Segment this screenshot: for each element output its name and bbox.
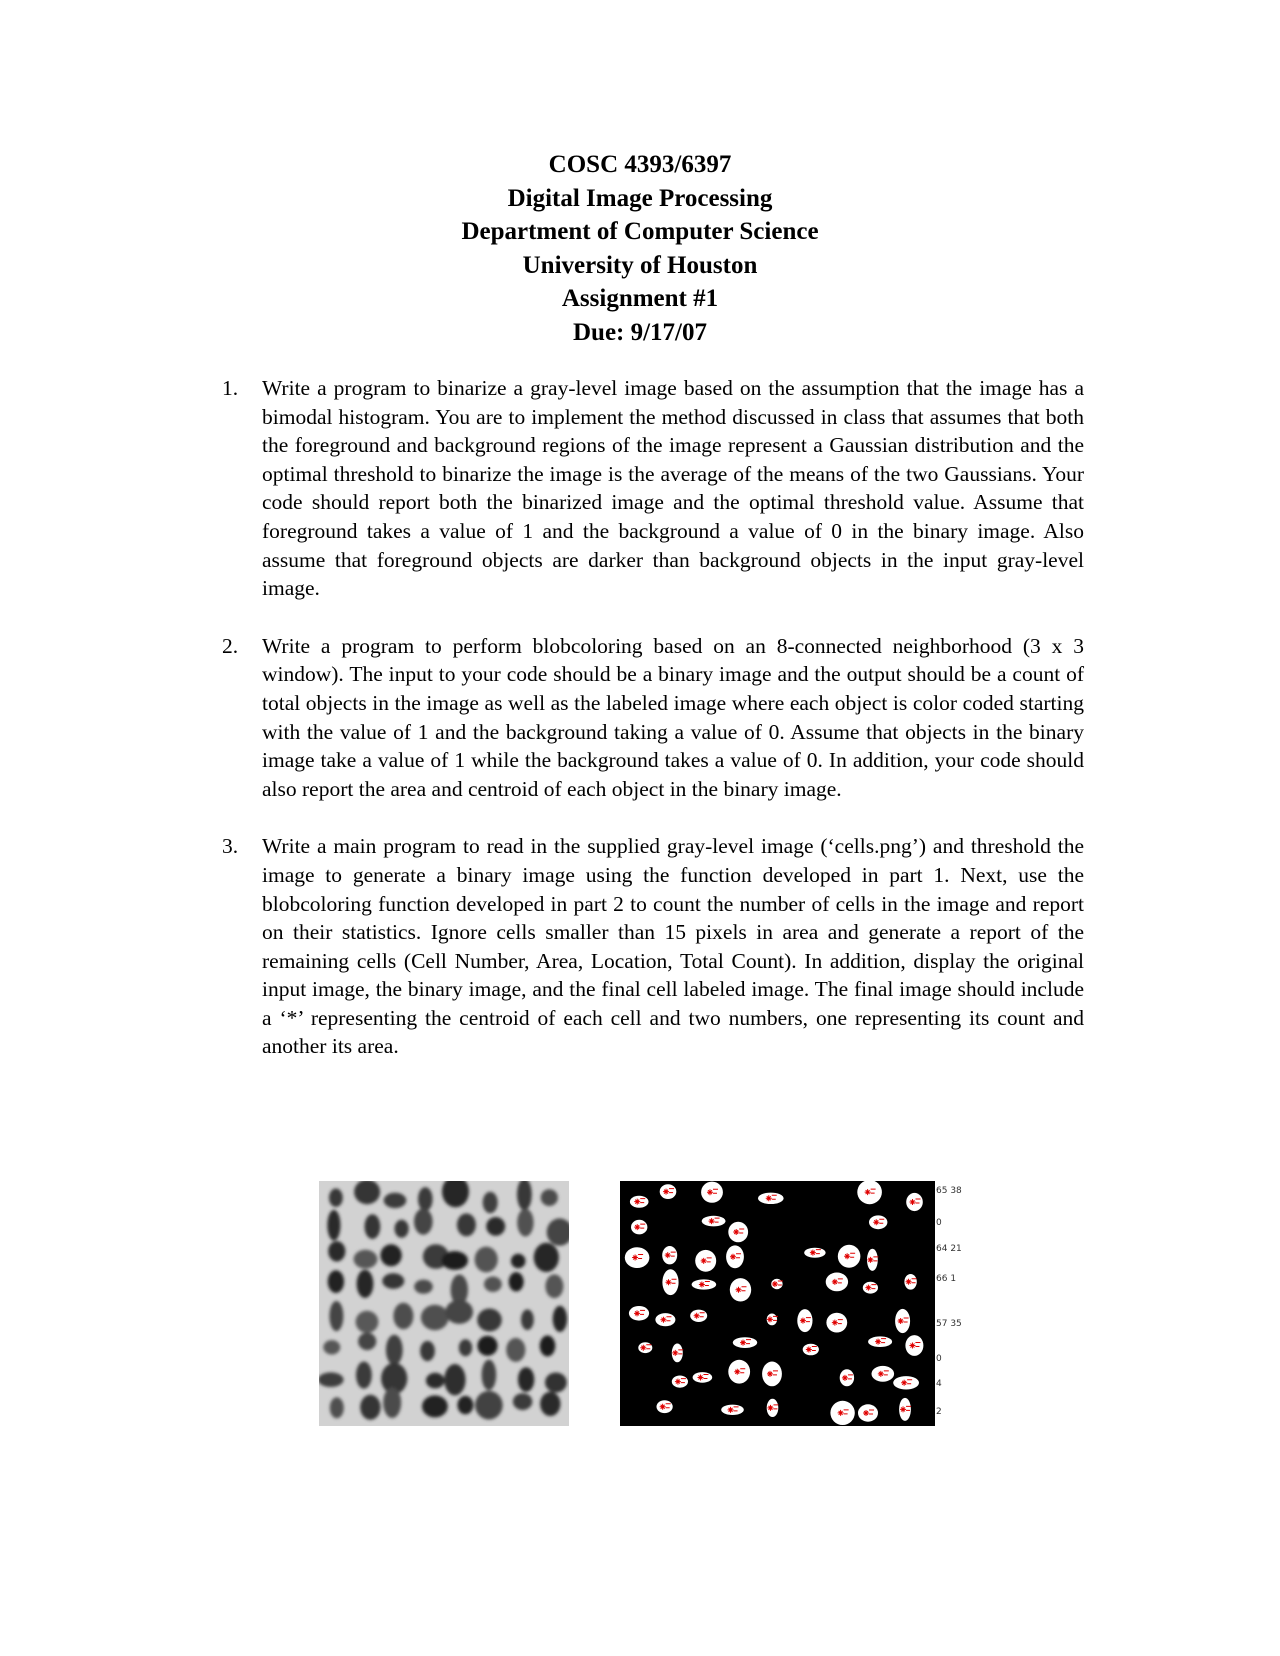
cell-blob: [459, 1339, 472, 1356]
course-code: COSC 4393/6397: [548, 151, 732, 178]
list-item: [222, 832, 1084, 1061]
cell-blob: [329, 1301, 343, 1331]
cell-blob: [545, 1373, 567, 1393]
item-text: Write a program to perform blobcoloring based on an 8-connected neighborhood (3 x 3 window). The input to your code should be a binary image and the output should be a count of total objects in the image as well as the labeled image where each object is color coded starting with the value of 1 and the background taking a value of 0. Assume that objects in the binary image take a value of 1 while the background takes a value of 0. In addition, your code should also report the area and centroid of each object in the binary image.: [262, 633, 1084, 801]
cell-blob: [360, 1395, 380, 1420]
figure-edge-labels: [935, 1181, 965, 1426]
cell-blob: [475, 1391, 503, 1420]
cells-grayscale-graphic: [319, 1181, 569, 1426]
cell-blob: [418, 1187, 433, 1211]
cell-blob: [540, 1392, 560, 1416]
cells-labeled-graphic: [620, 1181, 935, 1426]
cell-blob: [328, 1241, 345, 1261]
cell-blob: [356, 1311, 379, 1333]
cell-blob: [475, 1247, 498, 1273]
cell-blob: [477, 1336, 497, 1356]
item-number: 2.: [222, 633, 239, 658]
cell-blob: [484, 1277, 502, 1292]
course-title: Digital Image Processing: [507, 184, 773, 212]
cell-blob: [509, 1272, 524, 1291]
university-name: University of Houston: [522, 251, 758, 279]
cell-blob: [511, 1254, 526, 1269]
binary-cell-blob: [857, 1181, 882, 1204]
list-item: [222, 374, 1084, 603]
cell-blob: [384, 1193, 407, 1208]
edge-label: 64 21: [936, 1244, 962, 1254]
document-header: [0, 148, 1280, 349]
cell-blob: [421, 1305, 449, 1330]
cell-blob: [457, 1396, 473, 1414]
cell-blob: [420, 1341, 435, 1361]
cell-blob: [330, 1397, 344, 1418]
cell-blob: [426, 1373, 445, 1389]
cell-blob: [365, 1214, 381, 1239]
cell-blob: [422, 1395, 448, 1417]
cell-blob: [328, 1270, 344, 1293]
cell-blob: [506, 1338, 525, 1362]
assignment-title: Assignment #1: [561, 285, 719, 312]
cell-blob: [329, 1189, 343, 1207]
item-number: 1.: [222, 376, 239, 400]
cell-blob: [486, 1217, 505, 1236]
cell-blob: [477, 1309, 502, 1332]
cell-blob: [483, 1192, 498, 1214]
cell-blob: [513, 1393, 532, 1410]
item-number: 3.: [222, 834, 239, 859]
cell-blob: [380, 1244, 401, 1266]
cell-blob: [442, 1251, 468, 1270]
cell-blob: [540, 1335, 556, 1356]
cell-blob: [517, 1209, 533, 1237]
cell-blob: [553, 1306, 567, 1332]
cell-blob: [457, 1213, 476, 1236]
cell-blob: [541, 1189, 558, 1206]
edge-label: 66 1: [936, 1274, 957, 1284]
edge-label-graphic: [935, 1181, 965, 1426]
cell-blob: [518, 1367, 534, 1392]
cell-blob: [545, 1274, 563, 1298]
cell-blob: [414, 1209, 433, 1235]
cell-blob: [414, 1280, 433, 1294]
cell-blob: [356, 1362, 372, 1389]
edge-label: 0: [936, 1218, 942, 1228]
cell-blob: [482, 1360, 497, 1391]
cell-blob: [327, 1210, 340, 1241]
edge-label: 57 35: [936, 1319, 962, 1329]
edge-label: 2: [936, 1407, 942, 1417]
edge-label: 0: [936, 1354, 942, 1364]
cell-blob: [444, 1364, 465, 1395]
cell-blob: [319, 1372, 344, 1387]
cell-blob: [323, 1340, 340, 1354]
cell-blob: [445, 1300, 473, 1324]
cell-blob: [357, 1270, 374, 1298]
assignment-list: [222, 374, 1084, 1090]
cell-blob: [521, 1309, 534, 1330]
cell-blob: [393, 1303, 413, 1330]
list-item: [222, 632, 1084, 804]
cell-blob: [383, 1387, 401, 1418]
cell-blob: [358, 1333, 376, 1350]
cell-blob: [534, 1243, 559, 1272]
item-text: Write a main program to read in the supplied gray-level image (‘cells.png’) and threshold the image to generate a binary image using the function developed in part 1. Next, use the blobcoloring function developed in part 2 to count the number of cells in the image and report on their statistics. Ignore cells smaller than 15 pixels in area and generate a report of the remaining cells (Cell Number, Area, Location, Total Count). In addition, display the original input image, the binary image, and the final cell labeled image. The final image should include a ‘*’ representing the centroid of each cell and two numbers, one representing its count and another its area.: [262, 834, 1084, 1059]
due-date: Due: 9/17/07: [572, 318, 708, 346]
cell-blob: [354, 1250, 378, 1269]
item-text: Write a program to binarize a gray-level image based on the assumption that the image has a bimodal histogram. You are to implement the method discussed in class that assumes that both the foreground and background regions of the image represent a Gaussian distribution and the optimal threshold to binarize the image is the average of the means of the two Gaussians. Your code should report both the binarized image and the optimal threshold value. Assume that foreground takes a value of 1 and the background a value of 0 in the binary image. Also assume that foreground objects are darker than background objects in the input gray-level image.: [262, 376, 1084, 601]
cell-blob: [386, 1335, 403, 1365]
department-name: Department of Computer Science: [461, 218, 819, 245]
edge-label: 65 38: [936, 1186, 962, 1196]
cell-blob: [382, 1273, 404, 1289]
cells-grayscale-image: [319, 1181, 569, 1426]
edge-label: 4: [936, 1379, 942, 1389]
cells-labeled-image: [620, 1181, 935, 1426]
cell-blob: [395, 1220, 409, 1238]
